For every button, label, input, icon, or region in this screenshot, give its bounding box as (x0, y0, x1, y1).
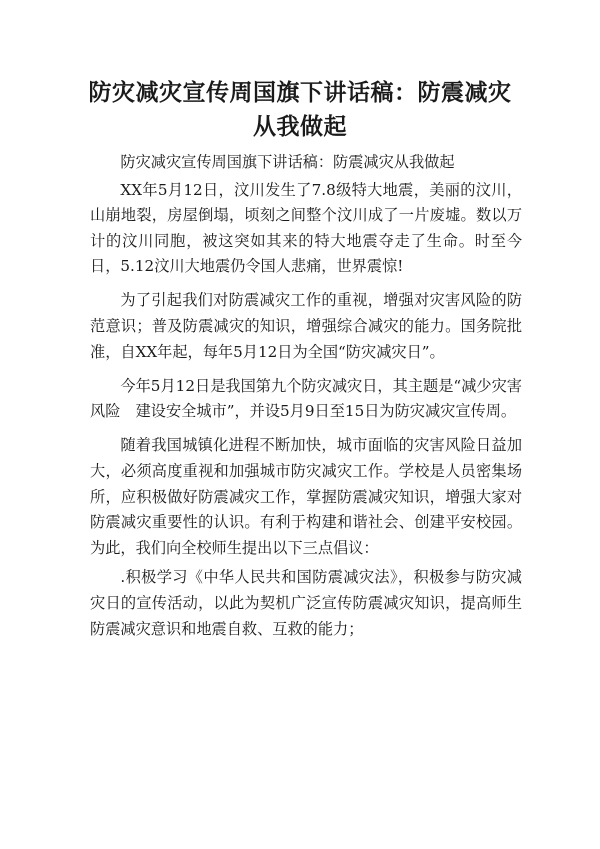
paragraph: 随着我国城镇化进程不断加快，城市面临的灾害风险日益加大，必须高度重视和加强城市防灾减灾工作。学校是人员密集场所，应积极做好防震减灾工作，掌握防震减灾知识，增强大家对防震减灾重要性的认识。有利于构建和谐社会、创建平安校园。为此，我们向全校师生提出以下三点倡议： (90, 436, 522, 557)
document-body (90, 150, 522, 651)
paragraph-subtitle: 防灾减灾宣传周国旗下讲话稿：防震减灾从我做起 (120, 153, 455, 171)
paragraph: 为了引起我们对防震减灾工作的重视，增强对灾害风险的防范意识；普及防震减灾的知识，增强综合减灾的能力。国务院批准，自XX年起，每年5月12日为全国“防灾减灾日”。 (90, 291, 522, 361)
paragraph: 今年5月12日是我国第九个防灾减灾日，其主题是“减少灾害风险 建设安全城市”，并设5月9日至15日为防灾减灾宣传周。 (90, 376, 522, 421)
paragraph: .积极学习《中华人民共和国防震减灾法》，积极参与防灾减灾日的宣传活动，以此为契机广泛宣传防震减灾知识，提高师生防震减灾意识和地震自救、互救的能力； (90, 568, 522, 638)
document-title: 防灾减灾宣传周国旗下讲话稿：防震减灾 从我做起 (88, 80, 512, 140)
paragraph: XX年5月12日，汶川发生了7.8级特大地震，美丽的汶川，山崩地裂，房屋倒塌，顷刻之间整个汶川成了一片废墟。数以万计的汶川同胞，被这突如其来的特大地震夺走了生命。时至今日，5.12汶川大地震仍令国人悲痛，世界震惊! (90, 180, 522, 276)
